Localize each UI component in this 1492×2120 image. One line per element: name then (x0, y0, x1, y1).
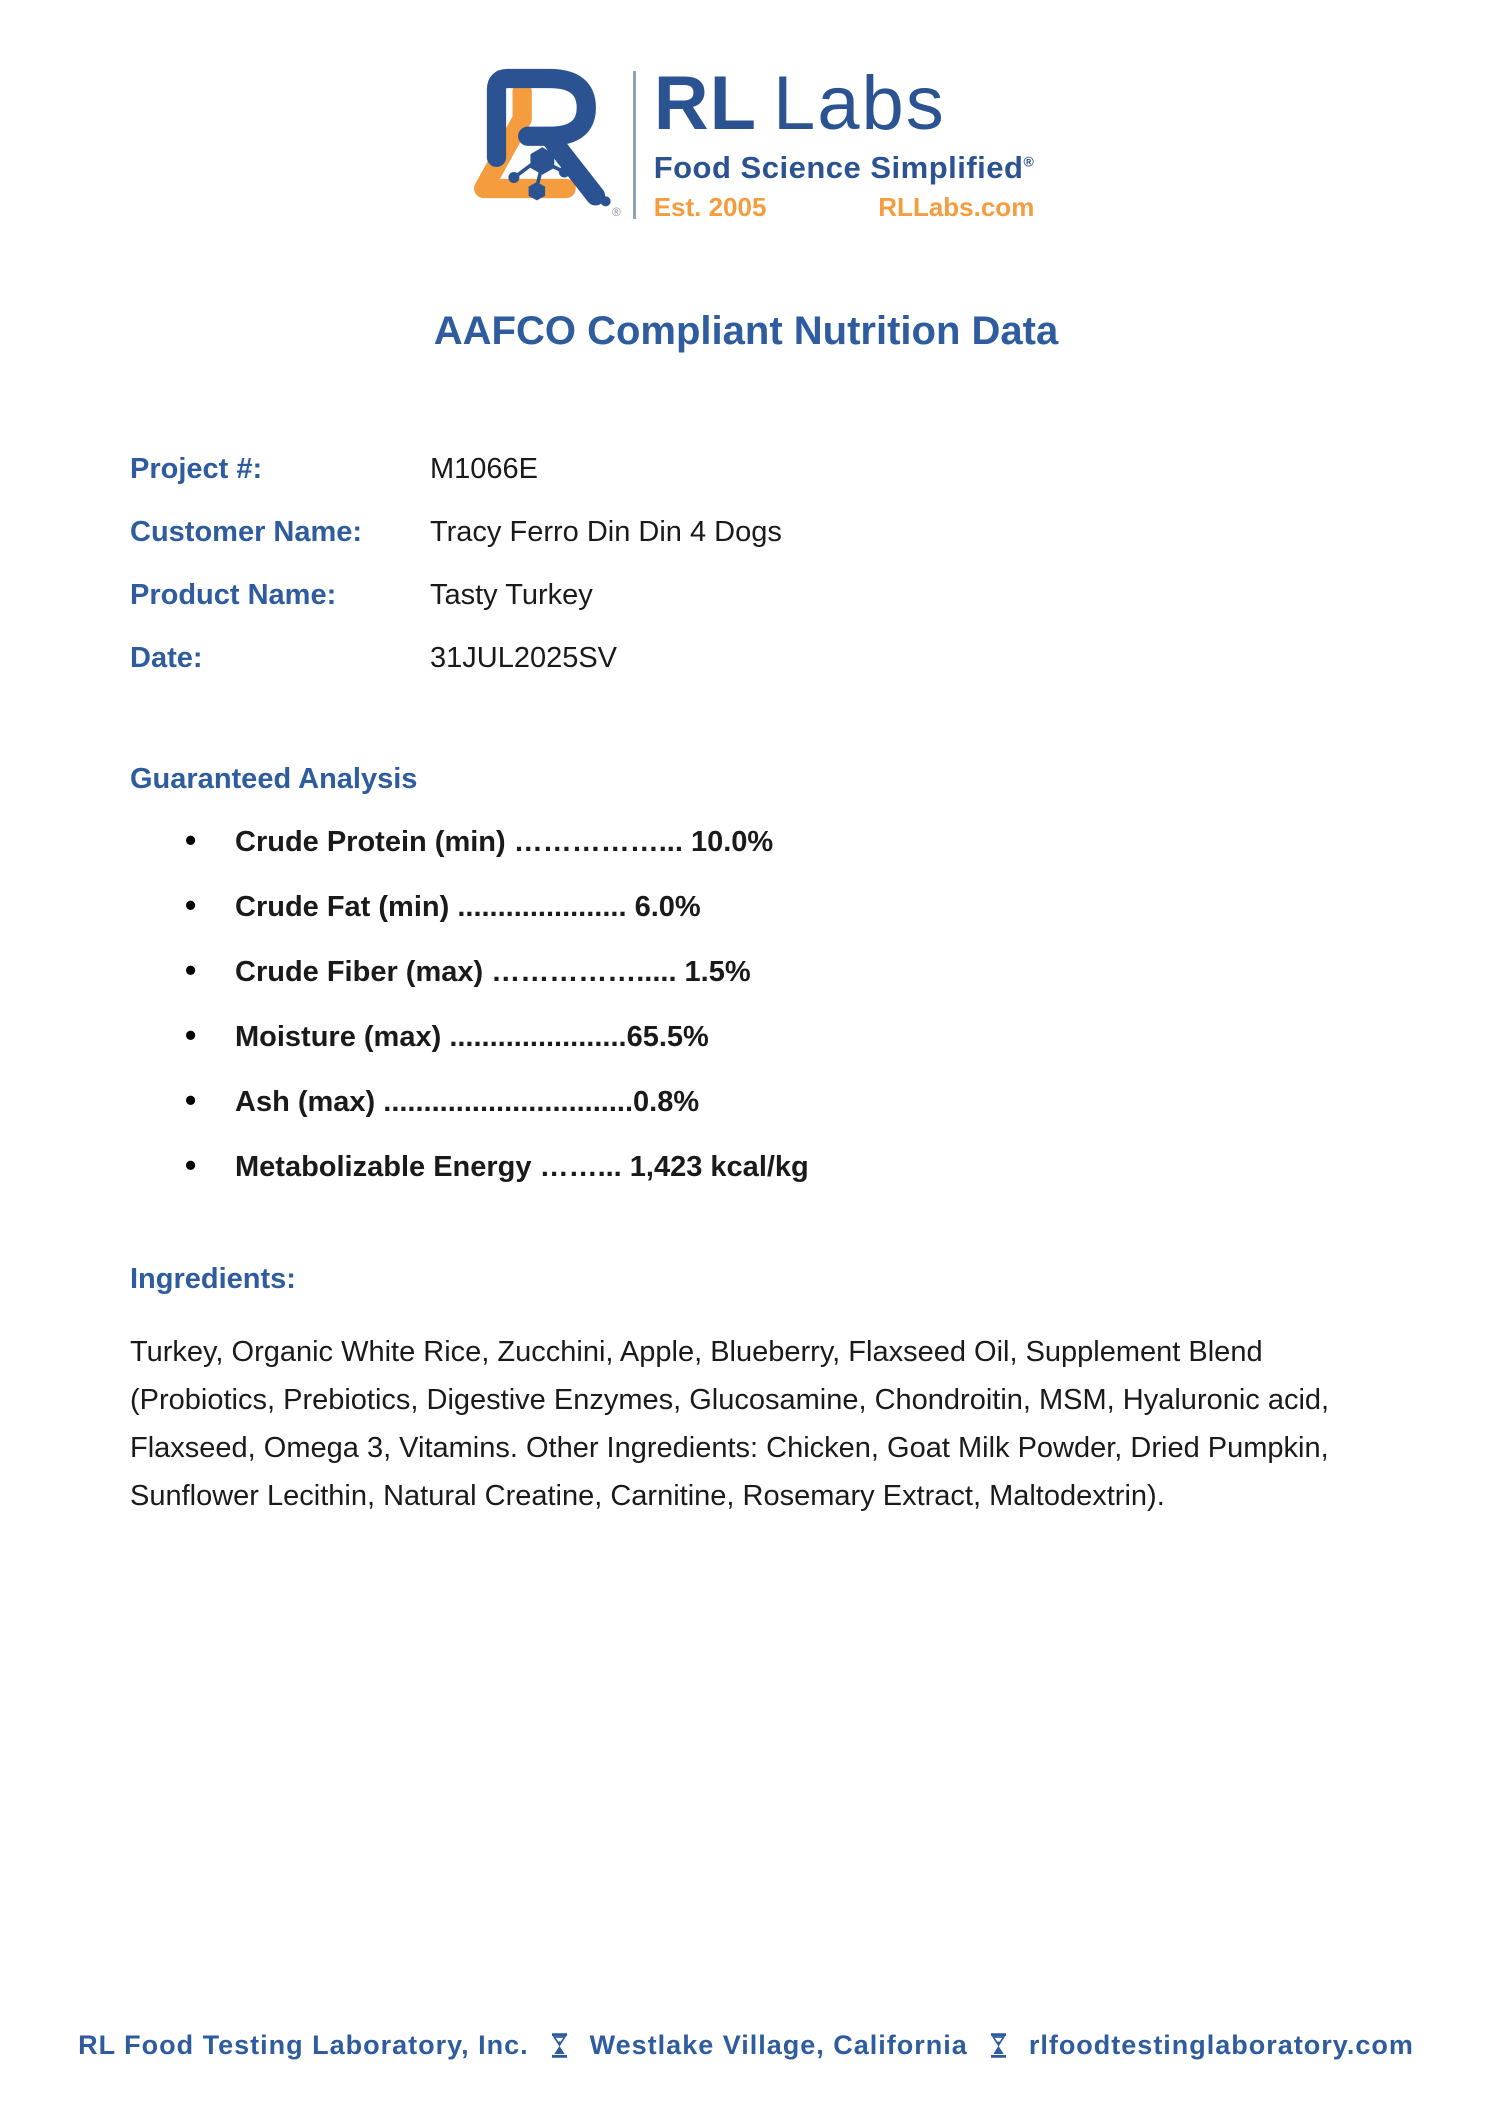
logo-divider (633, 71, 636, 219)
registered-mark: ® (1023, 153, 1035, 170)
hourglass-icon (551, 2033, 568, 2058)
info-row-customer (130, 518, 1492, 547)
logo-website-text: RLLabs.com (878, 192, 1035, 222)
brand-name (653, 61, 1035, 146)
info-row-product (130, 581, 1492, 610)
page-title: AAFCO Compliant Nutrition Data (433, 309, 1059, 353)
guaranteed-analysis-list (130, 828, 1492, 1182)
guaranteed-analysis-heading: Guaranteed Analysis (130, 763, 418, 795)
info-value: Tracy Ferro Din Din 4 Dogs (430, 516, 782, 548)
info-row-project (130, 455, 1492, 484)
footer-location: Westlake Village, California (589, 2030, 968, 2060)
list-item: • Ash (max) ...............................0.8% (130, 1088, 1492, 1117)
info-value: Tasty Turkey (430, 579, 593, 611)
brand-bottom-row (654, 192, 1035, 223)
info-value: 31JUL2025SV (430, 642, 618, 674)
ingredients-section (130, 1265, 1362, 1520)
project-info (130, 455, 1492, 673)
ingredients-text: Turkey, Organic White Rice, Zucchini, Apple, Blueberry, Flaxseed Oil, Supplement Blend (Probiotics, Prebiotics, Digestive Enzymes, Glucosamine, Chondroitin, MSM, Hyaluronic acid, Flaxseed, Omega 3, Vitamins. Other Ingredients: Chicken, Goat Milk Powder, Dried Pumpkin, Sunflower Lecithin, Natural Creatine, Carnitine, Rosemary Extract, Maltodextrin). (130, 1336, 1330, 1512)
info-label: Project #: (130, 453, 263, 485)
info-row-date (130, 644, 1492, 673)
list-item: • Crude Fat (min) ..................... 6.0% (130, 893, 1492, 922)
brand-rl: RL (653, 61, 757, 146)
info-label: Product Name: (130, 579, 337, 611)
registered-mark: ® (611, 205, 621, 219)
info-value: M1066E (430, 453, 539, 485)
list-item: • Metabolizable Energy ……... 1,423 kcal/kg (130, 1153, 1492, 1182)
hourglass-icon (990, 2033, 1007, 2058)
footer-company: RL Food Testing Laboratory, Inc. (78, 2030, 529, 2060)
footer (0, 2030, 1492, 2061)
logo (0, 0, 1492, 227)
footer-website: rlfoodtestinglaboratory.com (1028, 2030, 1414, 2060)
list-item: • Crude Protein (min) ……………... 10.0% (130, 828, 1492, 857)
info-label: Date: (130, 642, 203, 674)
logo-text (653, 61, 1035, 223)
ingredients-heading: Ingredients: (130, 1263, 296, 1295)
list-item: • Crude Fiber (max) ……………..... 1.5% (130, 958, 1492, 987)
list-item: • Moisture (max) ......................65.5% (130, 1023, 1492, 1052)
info-label: Customer Name: (130, 516, 363, 548)
flask-molecule-icon (458, 62, 623, 227)
established-text: Est. 2005 (653, 192, 767, 222)
guaranteed-analysis-section (130, 765, 1492, 1182)
brand-tagline: Food Science Simplified® (653, 150, 1035, 185)
brand-labs: Labs (773, 61, 946, 146)
